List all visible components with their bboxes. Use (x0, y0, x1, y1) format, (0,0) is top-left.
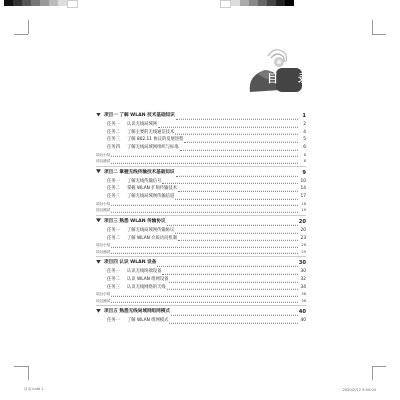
toc-project-label: 项目三 熟悉 WLAN 传输协议 (104, 218, 166, 224)
toc-task-label: 了解无线局域网传输协议 (127, 227, 175, 233)
leader-dots (111, 205, 298, 213)
wifi-bullet-icon (96, 113, 101, 117)
toc-summary-label: 项目测试 (96, 159, 111, 164)
toc-summary-entry[interactable] (96, 249, 306, 256)
toc-summary-label: 项目测试 (96, 298, 111, 303)
footer-right: 2020/2/12 9:00:04 (342, 388, 376, 392)
toc-project-label: 项目二 掌握无线传输技术基础知识 (104, 169, 175, 175)
toc-summary-label: 项目小结 (96, 243, 111, 248)
toc-page-number: 20 (298, 218, 306, 225)
toc-task-number: 任务一 (107, 227, 120, 233)
footer-left: 目录.indd 1 (24, 387, 44, 391)
color-calibration-strip-right (220, 0, 294, 6)
toc-page-number: 14 (300, 186, 306, 192)
toc-page-number: 18 (301, 201, 306, 206)
toc-page-number: 40 (298, 309, 306, 316)
toc-task-label: 掌握 WLAN 扩频传输技术 (127, 186, 178, 192)
toc-task-label: 了解无线传输信号 (127, 178, 162, 184)
toc-task-entry[interactable] (96, 317, 306, 325)
toc-task-number: 任务一 (107, 122, 120, 127)
toc-page-number: 6 (303, 145, 306, 151)
toc-task-label: 认识无线终端设备 (127, 269, 162, 275)
toc-task-label: 认识无线网络的天线 (127, 284, 166, 290)
toc-task-label: 了解 WLAN 介质访问机制 (127, 235, 178, 241)
crop-mark (372, 34, 386, 35)
toc-page-number: 23 (300, 235, 306, 241)
crop-mark (372, 366, 373, 380)
toc-task-label: 认识无线局域网 (127, 122, 158, 127)
table-of-contents (96, 108, 306, 325)
toc-page-number: 38 (301, 292, 306, 297)
leader-dots (111, 296, 298, 304)
wifi-bullet-icon (96, 218, 101, 222)
toc-page-number: 30 (298, 260, 306, 267)
leader-dots (169, 315, 298, 324)
toc-task-number: 任务三 (107, 194, 120, 200)
crop-mark (14, 34, 28, 35)
toc-task-number: 任务一 (107, 269, 120, 275)
toc-summary-label: 项目小结 (96, 292, 111, 297)
toc-task-number: 任务三 (107, 284, 120, 290)
toc-page-number: 4 (303, 129, 306, 135)
toc-page-number: 1 (302, 113, 306, 119)
toc-task-label: 了解 WLAN 组网模式 (127, 318, 169, 324)
toc-page-number: 40 (300, 318, 306, 324)
toc-project-label: 项目一 了解 WLAN 技术基础知识 (104, 113, 175, 118)
toc-page-number: 30 (300, 269, 306, 275)
toc-page-number: 9 (302, 169, 306, 176)
crop-mark (372, 20, 373, 34)
toc-page-number: 34 (300, 284, 306, 290)
toc-page-number: 8 (303, 159, 306, 164)
toc-task-label: 了解无线局域网组织与标准 (127, 145, 179, 151)
toc-task-number: 任务一 (107, 178, 120, 184)
toc-task-label: 了解主要的无线通信技术 (127, 129, 175, 135)
leader-dots (111, 156, 298, 164)
toc-page-number: 10 (300, 178, 306, 184)
crop-mark (14, 366, 28, 367)
crop-mark (372, 366, 386, 367)
leader-dots (111, 246, 298, 254)
toc-summary-label: 项目测试 (96, 208, 111, 213)
wifi-bullet-icon (96, 169, 101, 173)
toc-project-label: 项目五 熟悉无线局域网组网模式 (104, 309, 170, 315)
toc-summary-label: 项目测试 (96, 249, 111, 254)
toc-task-number: 任务三 (107, 137, 120, 143)
toc-page-number: 28 (301, 243, 306, 248)
hand-wifi-illustration-icon (238, 40, 304, 96)
toc-summary-label: 项目小结 (96, 201, 111, 206)
crop-mark (28, 366, 29, 380)
wifi-bullet-icon (96, 309, 101, 313)
toc-page-number: 8 (303, 152, 306, 157)
toc-task-number: 任务二 (107, 186, 120, 192)
toc-project-label: 项目四 认识 WLAN 设备 (104, 260, 157, 266)
toc-task-number: 任务二 (107, 276, 120, 282)
toc-task-label: 了解 802.11 协议的发展进程 (127, 137, 184, 143)
toc-page-number: 19 (301, 208, 306, 213)
page-title: 目 录 (267, 72, 317, 85)
toc-task-number: 任务四 (107, 145, 120, 151)
toc-page-number: 20 (300, 227, 306, 233)
toc-task-number: 任务一 (107, 318, 120, 324)
wifi-bullet-icon (96, 260, 101, 264)
toc-page-number: 32 (300, 276, 306, 282)
toc-summary-entry[interactable] (96, 298, 306, 305)
toc-page-number: 29 (301, 249, 306, 254)
toc-task-number: 任务二 (107, 129, 120, 135)
toc-page-number: 38 (301, 298, 306, 303)
toc-task-label: 认识 WLAN 组网设备 (127, 276, 169, 282)
toc-page-number: 5 (303, 137, 306, 143)
toc-summary-entry[interactable] (96, 158, 306, 165)
toc-page-number: 17 (300, 194, 306, 200)
crop-mark (28, 20, 29, 34)
toc-task-label: 了解无线局域网传输信道 (127, 194, 175, 200)
toc-task-number: 任务二 (107, 235, 120, 241)
toc-summary-label: 项目小结 (96, 152, 111, 157)
toc-page-number: 2 (303, 122, 306, 127)
toc-summary-entry[interactable] (96, 207, 306, 214)
color-calibration-strip-left (4, 0, 78, 6)
